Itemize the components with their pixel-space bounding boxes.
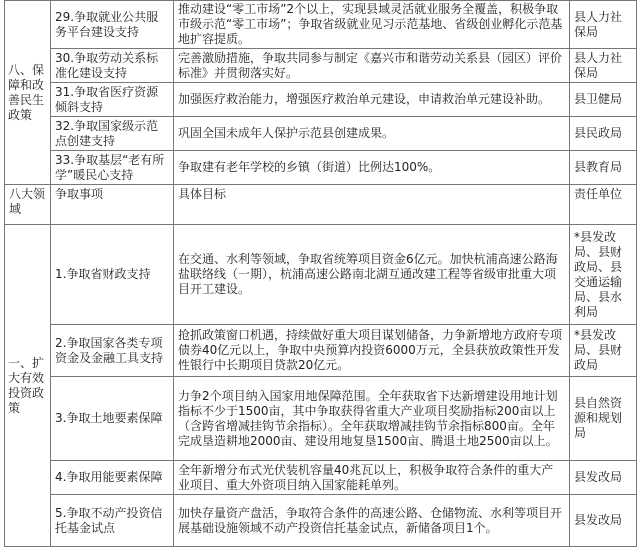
table-row (5, 495, 637, 547)
unit-cell: 县教育局 (570, 151, 637, 185)
item-cell: 30.争取劳动关系标准化建设支持 (51, 49, 174, 83)
table-row (5, 83, 637, 117)
unit-cell: 县发改局 (570, 495, 637, 547)
item-cell: 32.争取国家级示范点创建支持 (51, 117, 174, 151)
unit-cell: 县人力社保局 (570, 49, 637, 83)
table-row (5, 1, 637, 49)
goal-cell: 巩固全国未成年人保护示范县创建成果。 (174, 117, 570, 151)
table-row (5, 151, 637, 185)
goal-cell: 力争2个项目纳入国家用地保障范围。全年获取省下达新增建设用地计划指标不少于1500亩，其中争取获得省重大产业项目奖励指标200亩以上（含跨省增减挂钩节余指标）。全年获取增减挂钩节余指标800亩。全年完成垦造耕地2000亩、建设用地复垦1500亩、腾退土地2500亩以上。 (174, 377, 570, 461)
goal-cell: 完善激励措施，争取共同参与制定《嘉兴市和谐劳动关系县（园区）评价标准》并贯彻落实好。 (174, 49, 570, 83)
table-row (5, 461, 637, 495)
unit-cell: 县民政局 (570, 117, 637, 151)
table-row (5, 117, 637, 151)
header-goal: 具体目标 (174, 185, 570, 225)
unit-cell: 县人力社保局 (570, 1, 637, 49)
item-cell: 2.争取国家各类专项资金及金融工具支持 (51, 325, 174, 377)
policy-table (4, 0, 637, 547)
header-row (5, 185, 637, 225)
goal-cell: 争取建有老年学校的乡镇（街道）比例达100%。 (174, 151, 570, 185)
unit-cell: 县卫健局 (570, 83, 637, 117)
header-item: 争取事项 (51, 185, 174, 225)
item-cell: 33.争取基层“老有所学”暖民心支持 (51, 151, 174, 185)
goal-cell: 加强医疗救治能力，增强医疗救治单元建设，申请救治单元建设补助。 (174, 83, 570, 117)
item-cell: 29.争取就业公共服务平台建设支持 (51, 1, 174, 49)
goal-cell: 推动建设“零工市场”2个以上，实现县域灵活就业服务全覆盖，积极争取市级示范“零工市场”；争取省级就业见习示范基地、省级创业孵化示范基地扩容提质。 (174, 1, 570, 49)
domain-cell-livelihood: 八、保障和改善民生政策 (5, 1, 51, 185)
goal-cell: 在交通、水利等领域，争取省统筹项目资金6亿元。加快杭浦高速公路海盐联络线（一期），杭浦高速公路南北湖互通改建工程等省级审批重大项目开工建设。 (174, 225, 570, 325)
domain-cell-investment: 一、扩大有效投资政策 (5, 225, 51, 547)
table-row (5, 377, 637, 461)
table-row (5, 225, 637, 325)
item-cell: 31.争取省医疗资源倾斜支持 (51, 83, 174, 117)
item-cell: 3.争取土地要素保障 (51, 377, 174, 461)
goal-cell: 全年新增分布式光伏装机容量40兆瓦以上，积极争取符合条件的重大产业项目、重大外资项目纳入国家能耗单列。 (174, 461, 570, 495)
goal-cell: 加快存量资产盘活，争取符合条件的高速公路、仓储物流、水利等项目开展基础设施领域不动产投资信托基金试点，新储备项目1个。 (174, 495, 570, 547)
item-cell: 5.争取不动产投资信托基金试点 (51, 495, 174, 547)
table-row (5, 49, 637, 83)
header-domain: 八大领域 (5, 185, 51, 225)
header-unit: 责任单位 (570, 185, 637, 225)
unit-cell: 县自然资源和规划局 (570, 377, 637, 461)
unit-cell: 县发改局 (570, 461, 637, 495)
item-cell: 1.争取省财政支持 (51, 225, 174, 325)
item-cell: 4.争取用能要素保障 (51, 461, 174, 495)
table-row (5, 325, 637, 377)
unit-cell: *县发改局、县财政局 (570, 325, 637, 377)
unit-cell: *县发改局、县财政局、县交通运输局、县水利局 (570, 225, 637, 325)
goal-cell: 抢抓政策窗口机遇，持续做好重大项目谋划储备，力争新增地方政府专项债券40亿元以上，争取中央预算内投资6000万元，全县获放政策性开发性银行中长期项目贷款20亿元。 (174, 325, 570, 377)
